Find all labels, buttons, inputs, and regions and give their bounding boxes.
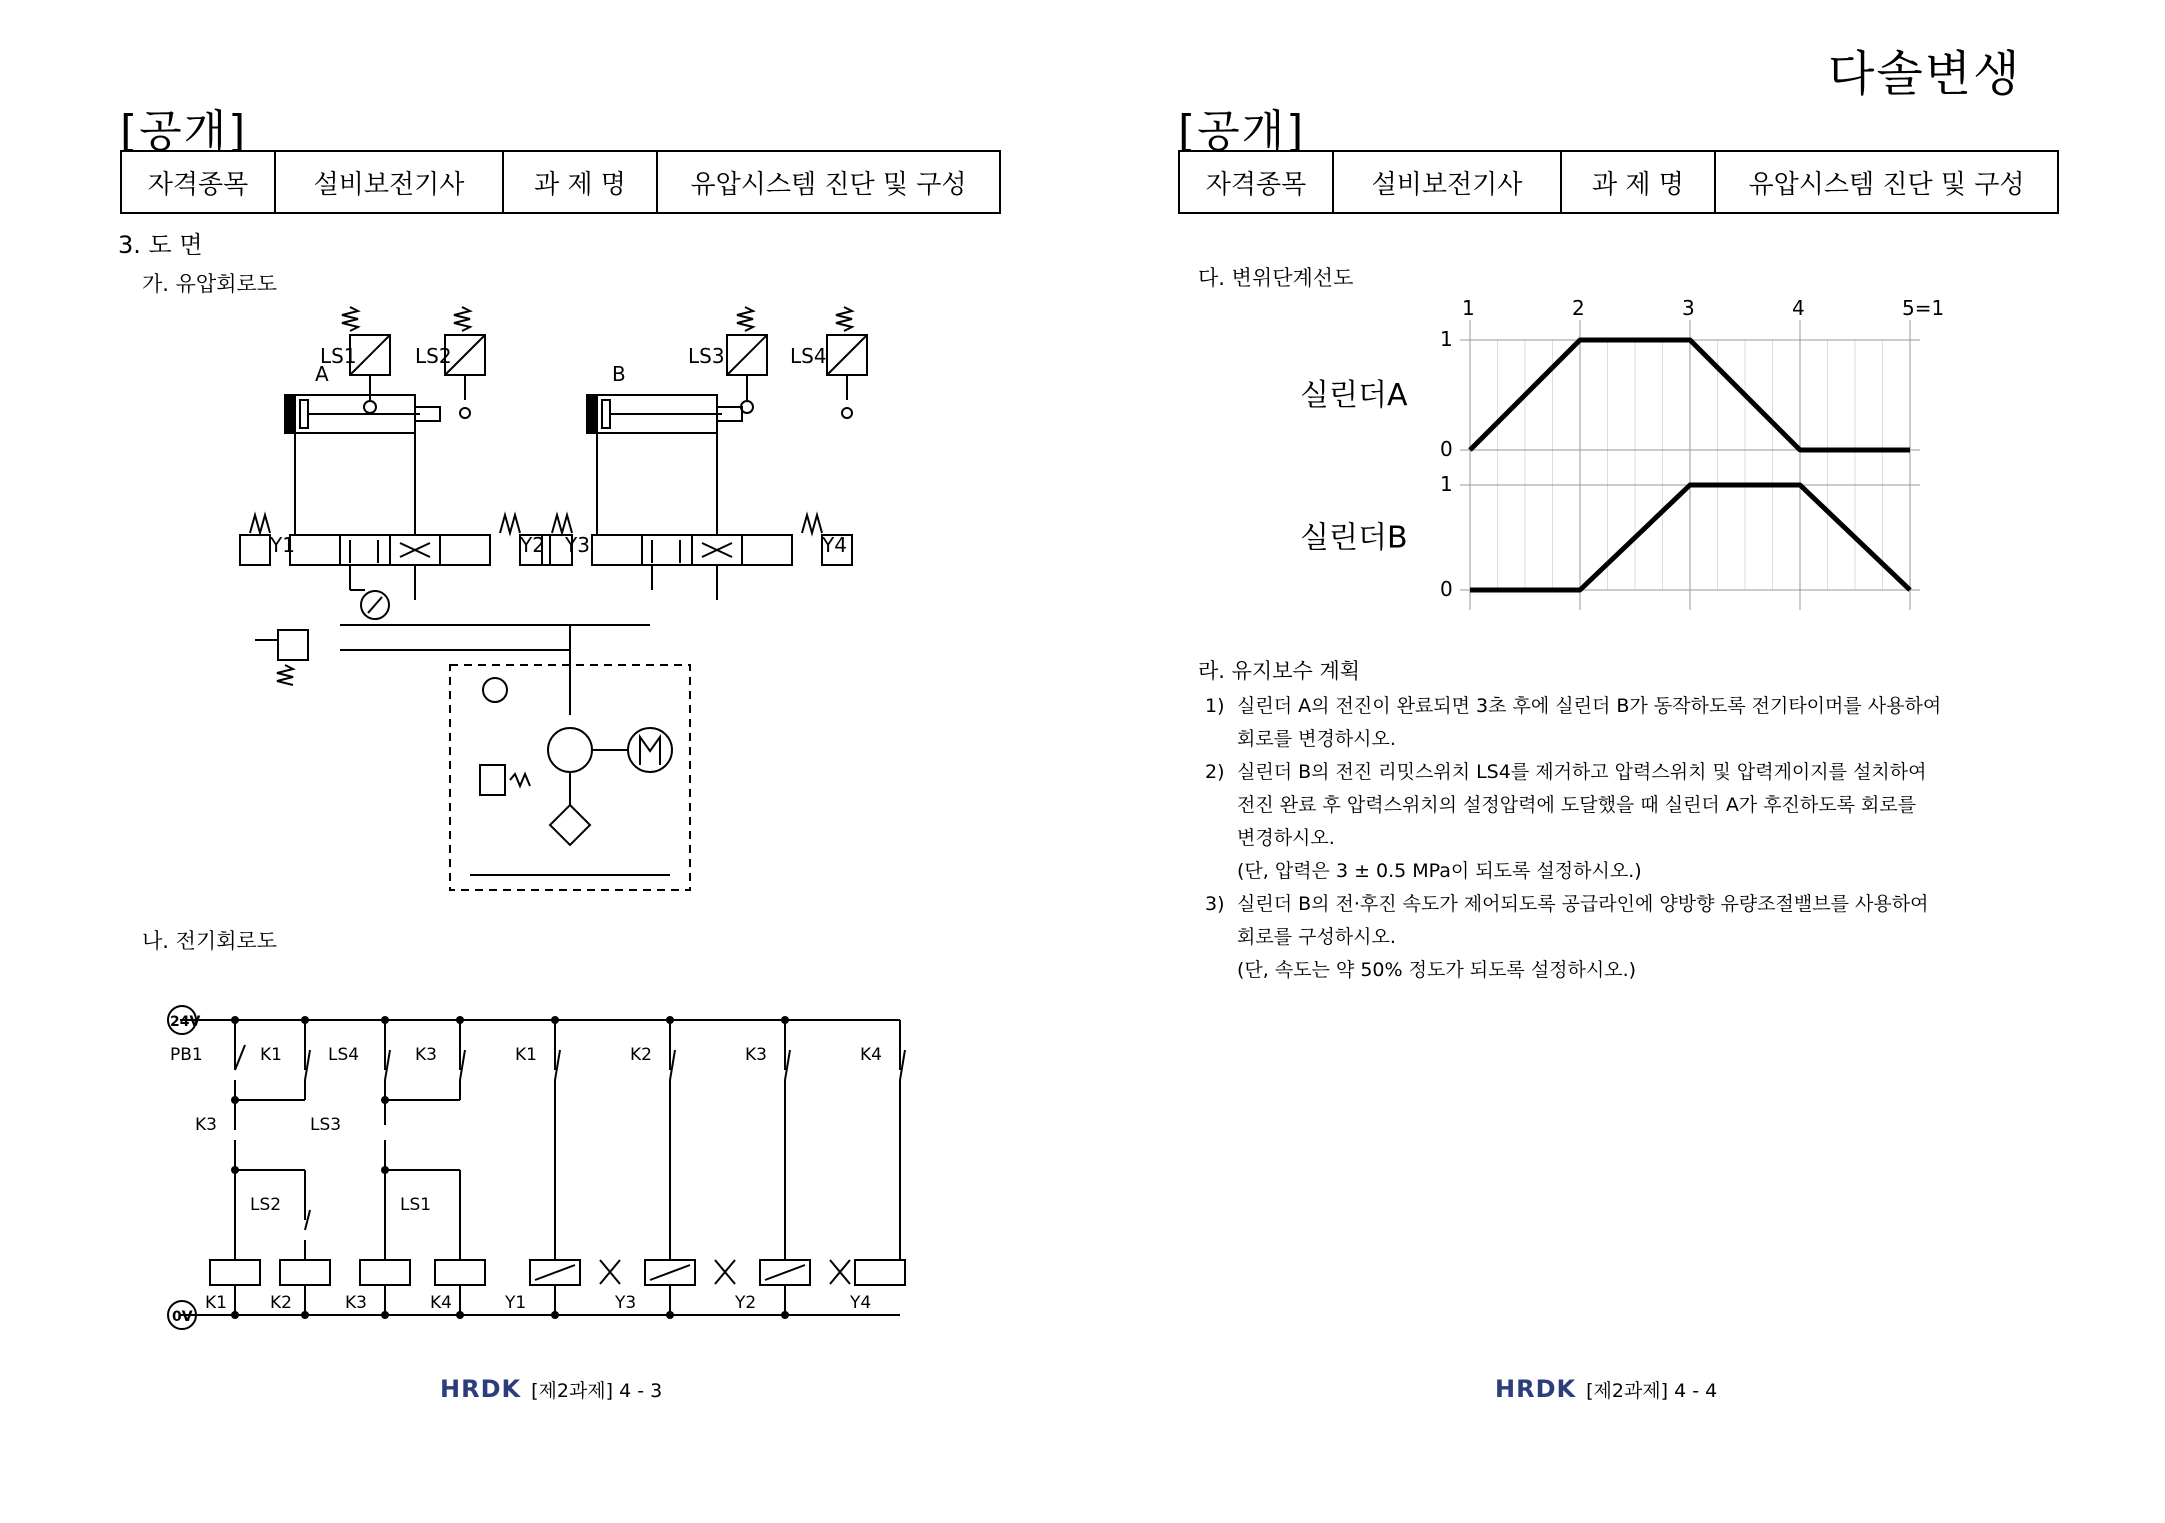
label-ls2-contact: LS2 — [250, 1195, 282, 1215]
cylinder-a — [285, 395, 440, 535]
right-footer — [1495, 1375, 1717, 1403]
item-line: 실린더 B의 전진 리밋스위치 LS4를 제거하고 압력스위치 및 압력게이지를 설치하여 — [1237, 761, 1927, 783]
left-public-badge: [공개] — [120, 106, 248, 157]
label-y1: Y1 — [270, 533, 295, 557]
label-24v: 24V — [170, 1014, 201, 1030]
maintenance-item-1 — [1205, 690, 2065, 756]
maintenance-item-2 — [1205, 756, 2065, 888]
step-label: 2 — [1572, 296, 1585, 320]
item-line: (단, 속도는 약 50% 정도가 되도록 설정하시오.) — [1237, 959, 1637, 981]
left-header-table — [120, 150, 1001, 214]
label-k3-contact: K3 — [415, 1045, 437, 1065]
label-ls4-contact: LS4 — [328, 1045, 360, 1065]
label-coil-k1: K1 — [205, 1293, 227, 1313]
subsection-displacement: 다. 변위단계선도 — [1198, 266, 1354, 290]
electrical-circuit-diagram — [160, 990, 980, 1350]
item-line: 변경하시오. — [1237, 827, 1335, 849]
header-cell-task: 과 제 명 — [504, 152, 658, 212]
header-cell-task: 과 제 명 — [1562, 152, 1716, 212]
item-number: 2) — [1205, 761, 1225, 783]
right-public-badge: [공개] — [1178, 106, 1306, 157]
label-ls1: LS1 — [320, 344, 357, 368]
subsection-electric: 나. 전기회로도 — [142, 929, 278, 953]
label-coil-y4: Y4 — [850, 1293, 872, 1313]
subsection-maintenance: 라. 유지보수 계획 — [1198, 659, 1361, 683]
label-k1-contact: K1 — [260, 1045, 282, 1065]
y-tick-label: 1 — [1440, 327, 1453, 351]
left-footer — [440, 1375, 662, 1403]
label-coil-y2: Y2 — [735, 1293, 757, 1313]
item-line: 전진 완료 후 압력스위치의 설정압력에 도달했을 때 실린더 A가 후진하도록 회로를 — [1237, 794, 1917, 816]
section-title: 3. 도 면 — [118, 231, 203, 259]
cylinder-b — [587, 395, 742, 535]
label-ls1-contact: LS1 — [400, 1195, 432, 1215]
label-k3-nc: K3 — [195, 1115, 217, 1135]
header-cell-category-value: 설비보전기사 — [1334, 152, 1562, 212]
page-title: 다솔변생 — [1828, 46, 2022, 102]
hrdk-logo: HRDK — [440, 1375, 522, 1403]
header-cell-category: 자격종목 — [122, 152, 276, 212]
item-line: 회로를 변경하시오. — [1237, 728, 1396, 750]
header-cell-category-value: 설비보전기사 — [276, 152, 504, 212]
label-ls2: LS2 — [415, 344, 452, 368]
maintenance-item-3 — [1205, 888, 2065, 987]
item-number: 3) — [1205, 893, 1225, 915]
label-coil-k2: K2 — [270, 1293, 292, 1313]
label-ls3-contact: LS3 — [310, 1115, 342, 1135]
label-y3: Y3 — [565, 533, 590, 557]
series-name: 실린더B — [1300, 520, 1408, 556]
maintenance-list — [1205, 690, 2065, 987]
right-header-table — [1178, 150, 2059, 214]
label-k1-out: K1 — [515, 1045, 537, 1065]
label-k4-out: K4 — [860, 1045, 882, 1065]
label-cylinder-a: A — [315, 362, 329, 386]
label-0v: 0V — [172, 1309, 193, 1325]
label-y4: Y4 — [822, 533, 847, 557]
label-cylinder-b: B — [612, 362, 626, 386]
y-tick-label: 0 — [1440, 577, 1453, 601]
item-line: 회로를 구성하시오. — [1237, 926, 1396, 948]
step-label: 5=1 — [1902, 296, 1945, 320]
series-name: 실린더A — [1300, 378, 1408, 413]
right-page-number: [제2과제] 4 - 4 — [1586, 1379, 1718, 1402]
step-label: 4 — [1792, 296, 1805, 320]
label-coil-k3: K3 — [345, 1293, 367, 1313]
item-number: 1) — [1205, 695, 1225, 717]
label-pb1: PB1 — [170, 1045, 203, 1065]
label-coil-y3: Y3 — [615, 1293, 637, 1313]
left-page-number: [제2과제] 4 - 3 — [531, 1379, 663, 1402]
item-line: 실린더 B의 전·후진 속도가 제어되도록 공급라인에 양방향 유량조절밸브를 사용하여 — [1237, 893, 1929, 915]
limit-switch-ls4 — [827, 307, 867, 418]
directional-valve-b — [542, 515, 852, 600]
label-coil-k4: K4 — [430, 1293, 452, 1313]
y-tick-label: 1 — [1440, 472, 1453, 496]
y-tick-label: 0 — [1440, 437, 1453, 461]
header-cell-task-value: 유압시스템 진단 및 구성 — [1748, 169, 2025, 200]
step-label: 1 — [1462, 296, 1475, 320]
label-k2-out: K2 — [630, 1045, 652, 1065]
label-y2: Y2 — [520, 533, 545, 557]
limit-switch-ls3 — [727, 307, 767, 413]
item-line: (단, 압력은 3 ± 0.5 MPa이 되도록 설정하시오.) — [1237, 860, 1642, 882]
item-line: 실린더 A의 전진이 완료되면 3초 후에 실린더 B가 동작하도록 전기타이머를 사용하여 — [1237, 695, 1942, 717]
label-ls4: LS4 — [790, 344, 827, 368]
header-cell-task-value: 유압시스템 진단 및 구성 — [690, 169, 967, 200]
displacement-step-chart — [1290, 295, 1950, 615]
step-label: 3 — [1682, 296, 1695, 320]
label-coil-y1: Y1 — [505, 1293, 527, 1313]
header-cell-category: 자격종목 — [1180, 152, 1334, 212]
directional-valve-a — [240, 515, 550, 600]
label-k3-out: K3 — [745, 1045, 767, 1065]
label-ls3: LS3 — [688, 344, 725, 368]
subsection-hydraulic: 가. 유압회로도 — [142, 272, 278, 296]
hydraulic-circuit-diagram — [230, 295, 970, 895]
hrdk-logo: HRDK — [1495, 1375, 1577, 1403]
